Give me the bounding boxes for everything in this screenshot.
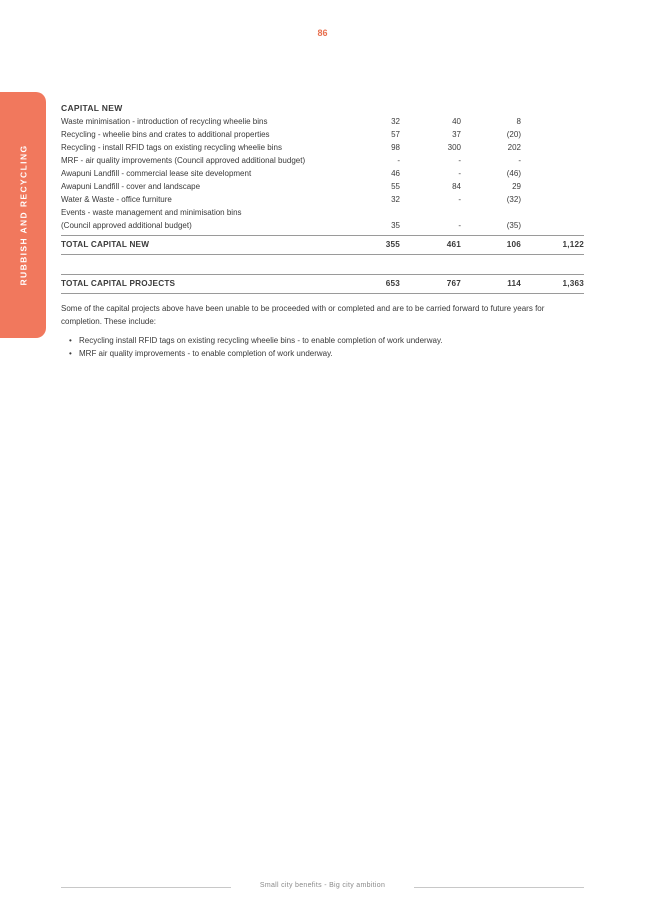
cell-col3: (35) [506, 221, 521, 230]
total-row [61, 238, 584, 251]
cell-col1: 32 [391, 117, 400, 126]
total-col4: 1,122 [562, 240, 584, 249]
total-label: TOTAL CAPITAL NEW [61, 240, 150, 249]
grand-total-col1: 653 [385, 279, 400, 288]
table-row [61, 206, 584, 219]
row-label: Awapuni Landfill - cover and landscape [61, 182, 201, 191]
total-col2: 461 [446, 240, 461, 249]
cell-col1: 46 [391, 169, 400, 178]
bullet-icon: • [69, 336, 72, 345]
cell-col2: - [458, 156, 461, 165]
cell-col2: 84 [452, 182, 461, 191]
cell-col3: (32) [506, 195, 521, 204]
cell-col3: 29 [512, 182, 521, 191]
divider [61, 293, 584, 294]
total-col3: 106 [506, 240, 521, 249]
row-label: Water & Waste - office furniture [61, 195, 172, 204]
cell-col1: 32 [391, 195, 400, 204]
list-item-text: Recycling install RFID tags on existing recycling wheelie bins - to enable completion of work underway. [79, 336, 443, 345]
table-row [61, 154, 584, 167]
cell-col3: (46) [506, 169, 521, 178]
row-label: (Council approved additional budget) [61, 221, 192, 230]
cell-col3: - [518, 156, 521, 165]
table-row [61, 193, 584, 206]
cell-col2: - [458, 195, 461, 204]
page-number: 86 [317, 28, 328, 38]
cell-col1: 98 [391, 143, 400, 152]
cell-col1: 55 [391, 182, 400, 191]
row-label: Recycling - install RFID tags on existing recycling wheelie bins [61, 143, 282, 152]
capital-table [61, 102, 584, 360]
cell-col2: - [458, 221, 461, 230]
list-item [61, 334, 584, 347]
table-row [61, 128, 584, 141]
cell-col3: 202 [507, 143, 521, 152]
cell-col1: - [397, 156, 400, 165]
table-row [61, 180, 584, 193]
cell-col2: 300 [447, 143, 461, 152]
divider [61, 254, 584, 255]
section-heading: CAPITAL NEW [61, 103, 123, 113]
cell-col3: (20) [506, 130, 521, 139]
cell-col3: 8 [516, 117, 521, 126]
bullet-list [61, 334, 584, 360]
footer-tagline: Small city benefits - Big city ambition [259, 882, 386, 889]
row-label: Awapuni Landfill - commercial lease site development [61, 169, 252, 178]
row-label: Events - waste management and minimisation bins [61, 208, 242, 217]
bullet-icon: • [69, 349, 72, 358]
grand-total-col4: 1,363 [562, 279, 584, 288]
row-label: Recycling - wheelie bins and crates to additional properties [61, 130, 270, 139]
divider [61, 274, 584, 275]
cell-col1: 57 [391, 130, 400, 139]
table-row [61, 219, 584, 232]
cell-col2: 37 [452, 130, 461, 139]
side-tab-label: RUBBISH AND RECYCLING [18, 144, 29, 286]
row-label: MRF - air quality improvements (Council approved additional budget) [61, 156, 306, 165]
table-row [61, 141, 584, 154]
list-item-text: MRF air quality improvements - to enable completion of work underway. [79, 349, 333, 358]
grand-total-label: TOTAL CAPITAL PROJECTS [61, 279, 176, 288]
list-item [61, 347, 584, 360]
cell-col2: 40 [452, 117, 461, 126]
total-col1: 355 [385, 240, 400, 249]
grand-total-col3: 114 [507, 279, 521, 288]
table-row [61, 115, 584, 128]
side-tab-label-wrap [0, 92, 46, 338]
grand-total-col2: 767 [446, 279, 461, 288]
grand-total-row [61, 277, 584, 290]
row-label: Waste minimisation - introduction of recycling wheelie bins [61, 117, 268, 126]
divider [61, 235, 584, 236]
table-row [61, 167, 584, 180]
cell-col1: 35 [391, 221, 400, 230]
cell-col2: - [458, 169, 461, 178]
carry-forward-paragraph: Some of the capital projects above have been unable to be proceeded with or completed and are to be carried forward to future years for completion. These include: [61, 304, 545, 326]
